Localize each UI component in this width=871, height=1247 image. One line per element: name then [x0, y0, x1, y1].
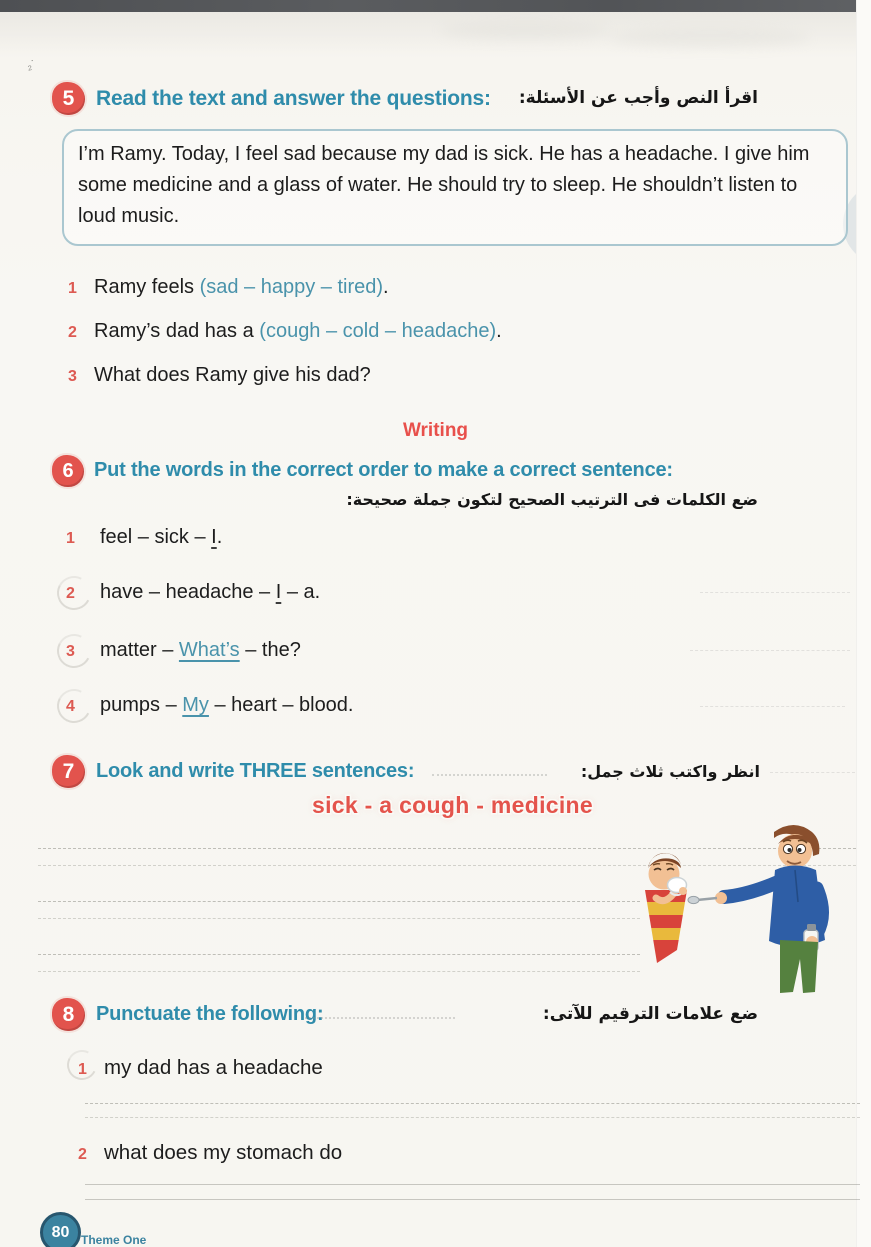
answer-line: [85, 1199, 860, 1200]
q8-title-arabic: ضع علامات الترقيم للآتى:: [542, 1004, 758, 1024]
q7-title-arabic: انظر واكتب ثلاث جمل:: [580, 762, 760, 781]
question-text-end: .: [383, 276, 389, 298]
choice-options: (sad – happy – tired): [199, 276, 384, 298]
paper-smudge: [440, 22, 610, 40]
scan-edge-right: [856, 0, 871, 1247]
item-text: pumps –: [100, 694, 183, 716]
q8-number-badge: 8: [52, 998, 85, 1031]
scan-bleed-line: [770, 772, 855, 773]
item-number-arc: [53, 572, 96, 615]
answer-line: [38, 971, 640, 972]
q7-title: Look and write THREE sentences:: [96, 760, 415, 782]
paper-smudge: [610, 28, 810, 48]
q6-number-badge: 6: [52, 455, 84, 487]
item-text-end: – a.: [281, 581, 321, 603]
dad-with-spoon: [688, 825, 825, 993]
item-text-end: .: [216, 526, 223, 548]
illustration-dad-giving-medicine: [598, 810, 860, 1008]
scan-bleed-line: [700, 706, 845, 707]
q5-number-badge: 5: [52, 82, 85, 115]
answer-line: [85, 1117, 860, 1118]
q8-title: Punctuate the following:: [96, 1003, 324, 1025]
q6-item-row: [66, 581, 320, 604]
q6-item-row: [66, 526, 222, 549]
writing-section-heading: Writing: [402, 420, 469, 441]
underlined-word: I: [275, 581, 282, 603]
answer-line: [85, 1103, 860, 1104]
answer-line: [85, 1184, 860, 1185]
q5-title: Read the text and answer the questions:: [96, 87, 491, 110]
item-number: 2: [66, 585, 75, 602]
dotted-filler: [432, 774, 547, 776]
item-number: 2: [78, 1146, 87, 1163]
theme-label: Theme One: [81, 1233, 147, 1247]
choice-options: (cough – cold – headache): [259, 320, 497, 342]
q6-title: Put the words in the correct order to make a correct sentence:: [94, 459, 673, 481]
item-text: have – headache –: [100, 581, 276, 603]
q5-question-row: [68, 320, 502, 343]
boy-blowing-nose: [643, 853, 691, 965]
question-number: 1: [68, 280, 77, 297]
scan-edge-strip: [0, 0, 871, 12]
item-number: 1: [78, 1061, 87, 1078]
q5-question-row: [68, 276, 389, 299]
question-text-end: .: [496, 320, 502, 342]
item-text-end: – the?: [239, 639, 301, 661]
reading-passage-text: I’m Ramy. Today, I feel sad because my dad is sick. He has a headache. I give him some medicine and a glass of water. He should try to sleep. He shouldn’t listen to loud music.: [78, 143, 810, 228]
illustration-svg: [598, 810, 860, 1008]
item-number-arc: [53, 685, 96, 728]
item-text-end: – heart – blood.: [208, 694, 354, 716]
q8-item-row: [78, 1141, 342, 1165]
item-text: my dad has a headache: [104, 1056, 323, 1079]
item-number: 3: [66, 643, 75, 660]
underlined-word: What’s: [178, 639, 240, 661]
answer-line: [38, 901, 640, 902]
item-number: 1: [66, 530, 75, 547]
scan-bleed-line: [700, 592, 850, 593]
question-text: Ramy’s dad has a: [94, 320, 260, 342]
q7-number-badge: 7: [52, 755, 85, 788]
answer-line: [38, 918, 640, 919]
q6-title-arabic: ضع الكلمات فى الترتيب الصحيح لتكون جملة صحيحة:: [346, 490, 758, 509]
question-text: Ramy feels: [94, 276, 200, 298]
item-number: 4: [66, 698, 75, 715]
underlined-word: I: [211, 526, 217, 548]
question-text: What does Ramy give his dad?: [94, 364, 371, 386]
q6-item-row: [66, 694, 354, 717]
question-number: 2: [68, 324, 77, 341]
answer-line: [38, 954, 640, 955]
pencil-mark: ₂˙: [25, 57, 38, 73]
scan-bleed-line: [690, 650, 850, 651]
page-number-badge: 80: [40, 1212, 81, 1247]
underlined-word: My: [182, 694, 209, 716]
word-bank: sick - a cough - medicine: [311, 792, 594, 818]
item-text: matter –: [100, 639, 179, 661]
item-number-arc: [53, 630, 96, 673]
q5-question-row: [68, 364, 371, 387]
item-text: feel – sick –: [100, 526, 212, 548]
q8-item-row: [78, 1056, 323, 1080]
q5-title-arabic: اقرأ النص وأجب عن الأسئلة:: [518, 88, 758, 108]
question-number: 3: [68, 368, 77, 385]
item-text: what does my stomach do: [104, 1141, 343, 1164]
dotted-filler: [305, 1017, 455, 1019]
q6-item-row: [66, 639, 301, 662]
